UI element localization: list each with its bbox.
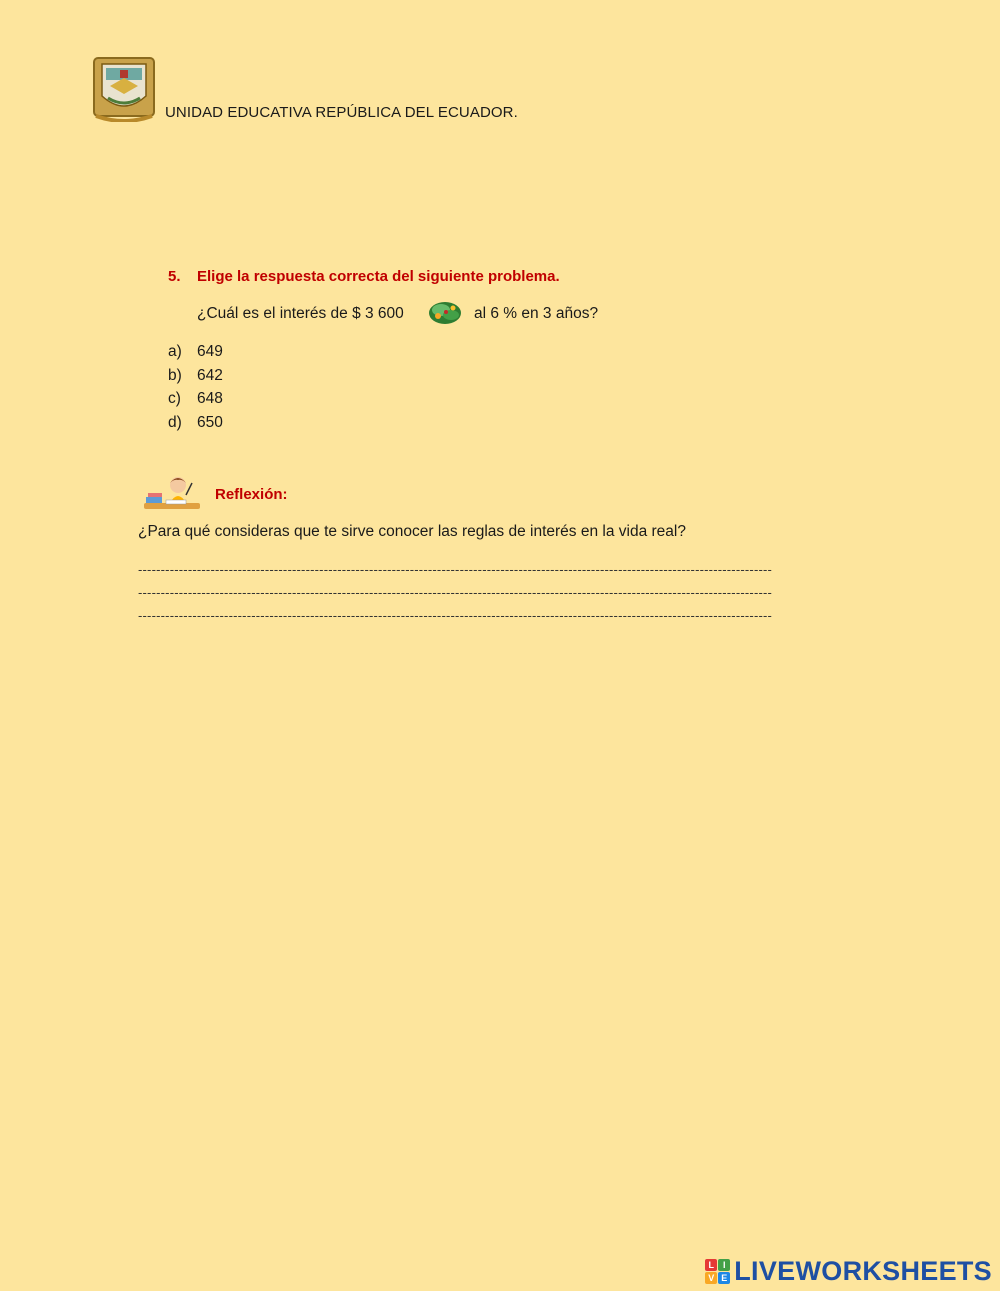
student-writing-icon [142,473,202,515]
question-prompt-part2: al 6 % en 3 años? [474,305,599,322]
question-title-text: Elige la respuesta correcta del siguiente problema. [197,268,560,285]
option-value: 649 [197,343,223,360]
option-a[interactable] [168,342,223,366]
live-blocks-icon [705,1259,730,1284]
answer-lines[interactable] [138,560,858,629]
logo-letter: E [718,1272,730,1284]
logo-letter: V [705,1272,717,1284]
option-value: 648 [197,390,223,407]
logo-letter: L [705,1259,717,1271]
option-value: 650 [197,413,223,431]
money-bills-icon [427,298,463,326]
option-letter: c) [168,390,181,407]
brand-name: LIVEWORKSHEETS [734,1255,992,1286]
option-letter: a) [168,343,182,360]
option-d[interactable] [168,413,223,437]
question-prompt-part1: ¿Cuál es el interés de $ 3 600 [197,305,404,322]
answer-options [168,342,223,436]
liveworksheets-logo[interactable] [705,1255,992,1287]
option-b[interactable] [168,366,223,390]
school-crest-icon [92,56,156,122]
logo-letter: I [718,1259,730,1271]
reflection-question: ¿Para qué consideras que te sirve conocer las reglas de interés en la vida real? [138,523,686,540]
option-c[interactable] [168,389,223,413]
option-letter: d) [168,413,182,431]
answer-line[interactable]: -------------------------------------------------------------------------------------------------------------------------------------------- [138,585,773,600]
answer-line[interactable]: -------------------------------------------------------------------------------------------------------------------------------------------- [138,608,773,623]
question-number: 5. [168,268,181,285]
question-title [168,268,560,285]
option-value: 642 [197,366,223,384]
reflection-title: Reflexión: [215,486,288,503]
option-letter: b) [168,366,182,384]
school-name: UNIDAD EDUCATIVA REPÚBLICA DEL ECUADOR. [165,104,518,121]
answer-line[interactable]: -------------------------------------------------------------------------------------------------------------------------------------------- [138,562,773,577]
